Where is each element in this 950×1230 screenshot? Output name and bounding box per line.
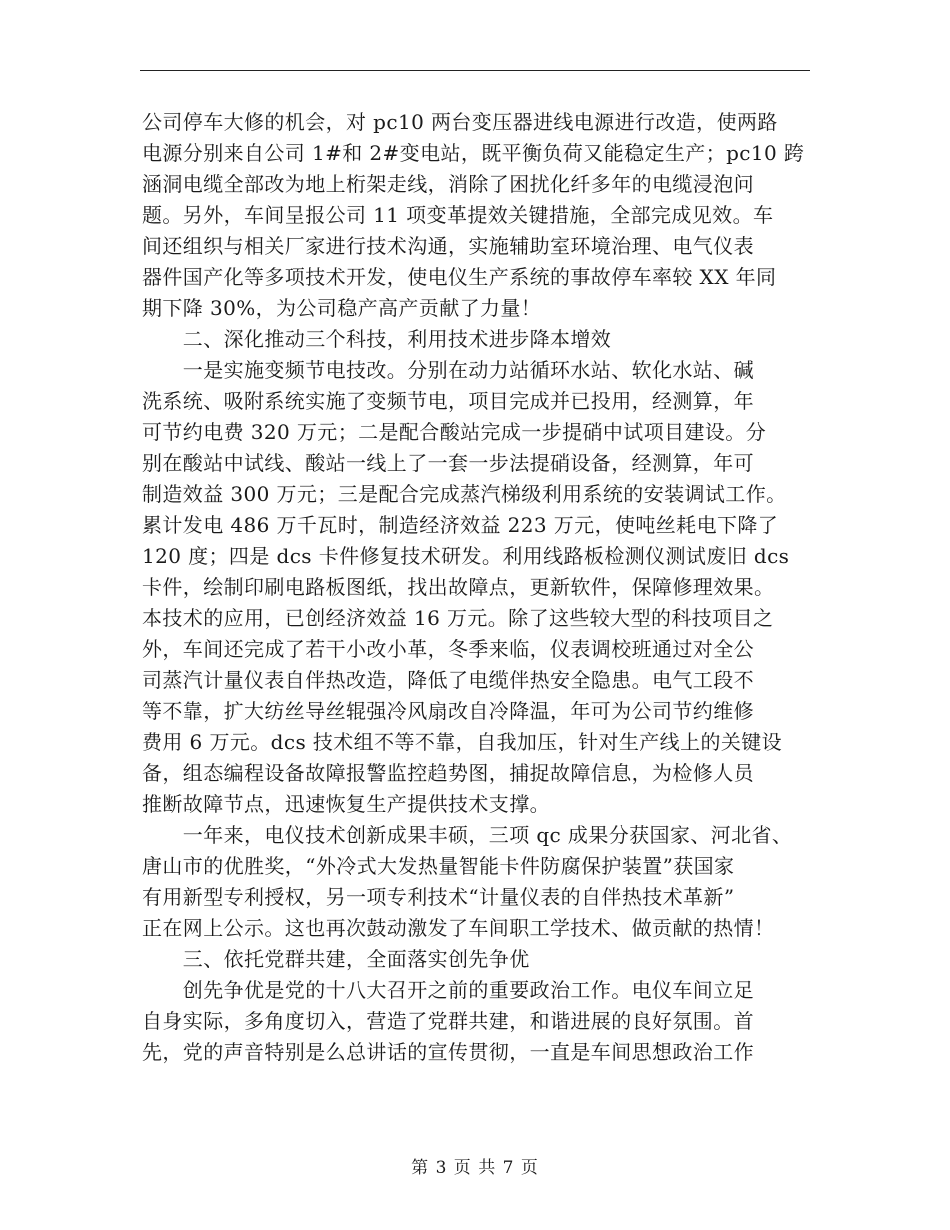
text-line: 电源分别来自公司 1#和 2#变电站，既平衡负荷又能稳定生产；pc10 跨 [142,141,805,165]
text-line: 费用 6 万元。dcs 技术组不等不靠，自我加压，针对生产线上的关键设 [142,730,783,754]
text-line: 先，党的声音特别是么总讲话的宣传贯彻，一直是车间思想政治工作 [142,1040,754,1064]
text-line: 一是实施变频节电技改。分别在动力站循环水站、软化水站、碱 [142,358,754,382]
document-body [142,107,822,1068]
text-line: 等不靠，扩大纺丝导丝辊强冷风扇改自冷降温，年可为公司节约维修 [142,699,754,723]
text-line: 可节约电费 320 万元；二是配合酸站完成一步提硝中试项目建设。分 [142,420,767,444]
text-line: 卡件，绘制印刷电路板图纸，找出故障点，更新软件，保障修理效果。 [142,575,775,599]
text-line: 别在酸站中试线、酸站一线上了一套一步法提硝设备，经测算，年可 [142,451,754,475]
text-line: 洗系统、吸附系统实施了变频节电，项目完成并已投用，经测算，年 [142,389,754,413]
text-line: 正在网上公示。这也再次鼓动激发了车间职工学技术、做贡献的热情！ [142,916,775,940]
text-line: 二、深化推动三个科技，利用技术进步降本增效 [142,327,612,351]
text-line: 司蒸汽计量仪表自伴热改造，降低了电缆伴热安全隐患。电气工段不 [142,668,754,692]
text-line: 公司停车大修的机会，对 pc10 两台变压器进线电源进行改造，使两路 [142,110,778,134]
text-line: 120 度；四是 dcs 卡件修复技术研发。利用线路板检测仪测试废旧 dcs [142,544,790,568]
text-line: 三、依托党群共建，全面落实创先争优 [142,947,530,971]
text-line: 制造效益 300 万元；三是配合完成蒸汽梯级利用系统的安装调试工作。 [142,482,787,506]
text-line: 创先争优是党的十八大召开之前的重要政治工作。电仪车间立足 [142,978,754,1002]
text-line: 一年来，电仪技术创新成果丰硕，三项 qc 成果分获国家、河北省、 [142,823,793,847]
text-line: 备，组态编程设备故障报警监控趋势图，捕捉故障信息，为检修人员 [142,761,754,785]
text-line: 题。另外，车间呈报公司 11 项变革提效关键措施，全部完成见效。车 [142,203,774,227]
text-line: 有用新型专利授权，另一项专利技术“计量仪表的自伴热技术革新” [142,885,735,909]
text-line: 自身实际，多角度切入，营造了党群共建，和谐进展的良好氛围。首 [142,1009,754,1033]
text-line: 推断故障节点，迅速恢复生产提供技术支撑。 [142,792,550,816]
text-line: 外，车间还完成了若干小改小革，冬季来临，仪表调校班通过对全公 [142,637,754,661]
text-line: 唐山市的优胜奖，“外冷式大发热量智能卡件防腐保护装置”获国家 [142,854,735,878]
text-line: 间还组织与相关厂家进行技术沟通，实施辅助室环境治理、电气仪表 [142,234,754,258]
text-line: 期下降 30%，为公司稳产高产贡献了力量！ [142,296,542,320]
text-line: 累计发电 486 万千瓦时，制造经济效益 223 万元，使吨丝耗电下降了 [142,513,779,537]
text-line: 本技术的应用，已创经济效益 16 万元。除了这些较大型的科技项目之 [142,606,774,630]
text-line: 器件国产化等多项技术开发，使电仪生产系统的事故停车率较 XX 年同 [142,265,777,289]
text-line: 涵洞电缆全部改为地上桁架走线，消除了困扰化纤多年的电缆浸泡问 [142,172,754,196]
page-footer: 第 3 页 共 7 页 [411,1158,539,1178]
header-rule [140,70,810,71]
